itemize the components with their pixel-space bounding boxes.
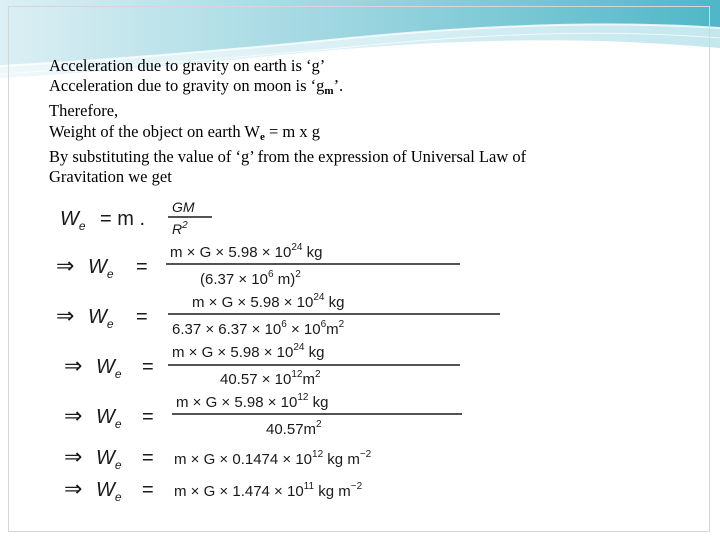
text-line-weight-earth: Weight of the object on earth $W_e = m$ x g <box>49 121 320 143</box>
equation-5 <box>64 392 462 438</box>
svg-text:We: $W_e$ <box>96 447 122 472</box>
equation-4 <box>64 342 460 388</box>
text-line-gravitation: Gravitation we get <box>49 167 172 187</box>
svg-text:=: = <box>142 479 154 501</box>
svg-text:m × G × 5.98 × 1024 kg: $m \times G \times 5.98 \times 10^{24}$ kg <box>192 292 345 311</box>
svg-text:= m .: = m . <box>100 208 146 230</box>
svg-text:We: $W_e$ <box>96 479 122 502</box>
slide-body-text <box>49 56 689 187</box>
svg-text:⇒: ⇒ <box>56 303 75 328</box>
svg-text:GM: GM <box>172 199 195 215</box>
svg-text:=: = <box>142 356 154 378</box>
text-line-gravity-earth: Acceleration due to gravity on earth is ‘g’ <box>49 56 326 75</box>
equation-1 <box>60 199 212 237</box>
svg-text:We: $W_e$ <box>96 406 122 431</box>
svg-text:m × G × 1.474 × 1011 kg m−2: $m \times G \times 1.474 \times 10^{11}$ kg $m^{-2}$ <box>174 481 363 500</box>
svg-text:⇒: ⇒ <box>56 253 75 278</box>
svg-text:=: = <box>136 306 148 328</box>
svg-text:We: $W_e$ <box>60 208 86 233</box>
svg-text:⇒: ⇒ <box>64 444 83 469</box>
svg-text:m × G × 5.98 × 1024 kg: $m \times G \times 5.98 \times 10^{24}$ kg <box>170 242 323 261</box>
svg-text:R2: $R^2$ <box>172 220 188 237</box>
svg-text:m × G × 5.98 × 1024 kg: $m \times G \times 5.98 \times 10^{24}$ kg <box>172 342 325 361</box>
formula-derivation <box>48 194 564 502</box>
svg-text:We: $W_e$ <box>96 356 122 381</box>
svg-text:=: = <box>142 447 154 469</box>
svg-text:40.57m2: $40.57m^2$ <box>266 419 322 438</box>
svg-text:=: = <box>136 256 148 278</box>
equation-2 <box>56 242 460 288</box>
svg-text:(6.37 × 106 m)2: ($6.37 \times 10^6$ m)$^2$ <box>200 269 301 288</box>
svg-text:m × G × 0.1474 × 1012 kg m−2: $m \times G \times 0.1474 \times 10^{12}$ kg $m^{-2}$ <box>174 449 372 468</box>
text-line-therefore: Therefore, <box>49 101 119 121</box>
text-line-gravity-moon: Acceleration due to gravity on moon is ‘$g_m$’. <box>49 76 344 98</box>
svg-text:We: $W_e$ <box>88 256 114 281</box>
equation-7 <box>64 476 363 502</box>
equation-3 <box>56 292 500 338</box>
equation-6 <box>64 444 372 472</box>
svg-text:6.37 × 6.37 × 106 × 106m2: $6.37 \times 6.37 \times 10^6 \times 10^6m^2$ <box>172 319 345 338</box>
svg-text:⇒: ⇒ <box>64 476 83 501</box>
text-line-substituting: By substituting the value of ‘g’ from the expression of Universal Law of <box>49 146 527 166</box>
svg-text:⇒: ⇒ <box>64 353 83 378</box>
svg-text:=: = <box>142 406 154 428</box>
svg-text:⇒: ⇒ <box>64 403 83 428</box>
svg-text:m × G × 5.98 × 1012 kg: $m \times G \times 5.98 \times 10^{12}$ kg <box>176 392 329 411</box>
svg-text:40.57 × 1012m2: $40.57 \times 10^{12}m^2$ <box>220 369 321 388</box>
svg-text:We: $W_e$ <box>88 306 114 331</box>
